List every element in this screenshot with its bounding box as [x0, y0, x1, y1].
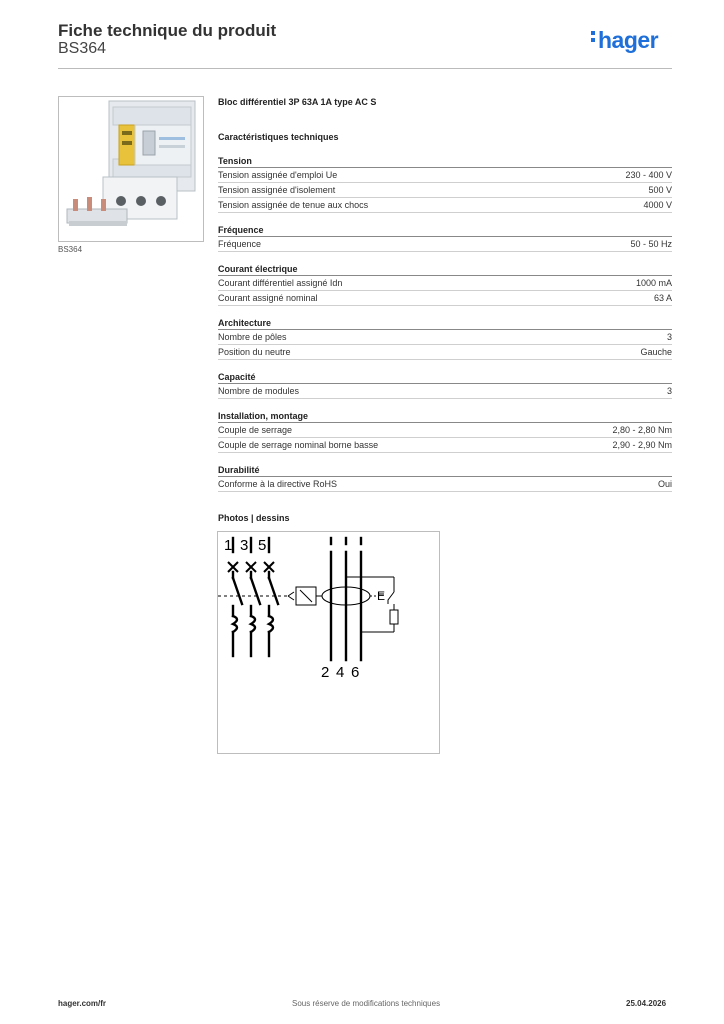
spec-row — [218, 423, 672, 438]
group-durabilite — [218, 464, 672, 492]
spec-row — [218, 477, 672, 492]
spec-row — [218, 345, 672, 360]
spec-label: Tension assignée de tenue aux chocs — [218, 200, 369, 210]
spec-row — [218, 168, 672, 183]
spec-value: 3 — [666, 386, 672, 396]
section-title: Caractéristiques techniques — [218, 132, 339, 142]
terminal-label-bottom: 4 — [336, 664, 345, 681]
spec-row — [218, 237, 672, 252]
specifications — [218, 96, 672, 524]
spec-label: Courant assigné nominal — [218, 293, 318, 303]
product-photo — [58, 96, 204, 242]
spec-label: Conforme à la directive RoHS — [218, 479, 338, 489]
spec-row — [218, 438, 672, 453]
spec-value: 230 - 400 V — [625, 170, 672, 180]
footer-website: hager.com/fr — [58, 999, 107, 1008]
spec-value: 4000 V — [643, 200, 672, 210]
spec-value: 50 - 50 Hz — [630, 239, 672, 249]
terminal-label-bottom: 2 — [321, 664, 330, 681]
spec-row — [218, 183, 672, 198]
footer-date: 25.04.2026 — [626, 999, 667, 1008]
group-title: Durabilité — [218, 464, 672, 477]
rcd-block-illustration — [59, 97, 203, 241]
spec-label: Courant différentiel assigné Idn — [218, 278, 343, 288]
wiring-diagram — [217, 531, 440, 754]
photos-section-title: Photos | dessins — [218, 513, 290, 523]
spec-label: Couple de serrage — [218, 425, 293, 435]
group-installation — [218, 410, 672, 453]
spec-label: Couple de serrage nominal borne basse — [218, 440, 379, 450]
spec-value: 3 — [666, 332, 672, 342]
footer-disclaimer: Sous réserve de modifications techniques — [292, 999, 441, 1008]
group-frequence — [218, 224, 672, 252]
circuit-schematic — [218, 532, 439, 753]
group-tension — [218, 155, 672, 213]
group-title: Tension — [218, 155, 672, 168]
terminal-label-top: 3 — [240, 537, 249, 554]
spec-row — [218, 276, 672, 291]
spec-value: 500 V — [648, 185, 672, 195]
terminal-label-top: 1 — [224, 537, 233, 554]
test-button-label: E — [377, 589, 386, 603]
spec-label: Tension assignée d'isolement — [218, 185, 336, 195]
group-architecture — [218, 317, 672, 360]
terminal-label-top: 5 — [258, 537, 267, 554]
spec-value: 1000 mA — [635, 278, 672, 288]
group-title: Architecture — [218, 317, 672, 330]
terminal-label-bottom: 6 — [351, 664, 360, 681]
group-capacite — [218, 371, 672, 399]
spec-row — [218, 291, 672, 306]
spec-label: Nombre de pôles — [218, 332, 287, 342]
spec-label: Nombre de modules — [218, 386, 300, 396]
spec-value: Gauche — [640, 347, 672, 357]
spec-value: 2,90 - 2,90 Nm — [612, 440, 672, 450]
group-title: Fréquence — [218, 224, 672, 237]
group-title: Installation, montage — [218, 410, 672, 423]
header-divider — [58, 68, 672, 69]
spec-row — [218, 384, 672, 399]
product-title: Bloc différentiel 3P 63A 1A type AC S — [218, 97, 377, 107]
brand-logo: hager — [591, 27, 658, 54]
photo-caption: BS364 — [58, 245, 83, 254]
spec-value: 63 A — [653, 293, 672, 303]
spec-label: Fréquence — [218, 239, 262, 249]
spec-label: Position du neutre — [218, 347, 291, 357]
group-courant — [218, 263, 672, 306]
spec-row — [218, 330, 672, 345]
group-title: Capacité — [218, 371, 672, 384]
spec-value: 2,80 - 2,80 Nm — [612, 425, 672, 435]
group-title: Courant électrique — [218, 263, 672, 276]
spec-label: Tension assignée d'emploi Ue — [218, 170, 338, 180]
logo-colon-icon — [591, 28, 596, 45]
spec-value: Oui — [657, 479, 672, 489]
page-title: Fiche technique du produit — [58, 21, 277, 40]
spec-row — [218, 198, 672, 213]
product-code: BS364 — [58, 40, 107, 57]
